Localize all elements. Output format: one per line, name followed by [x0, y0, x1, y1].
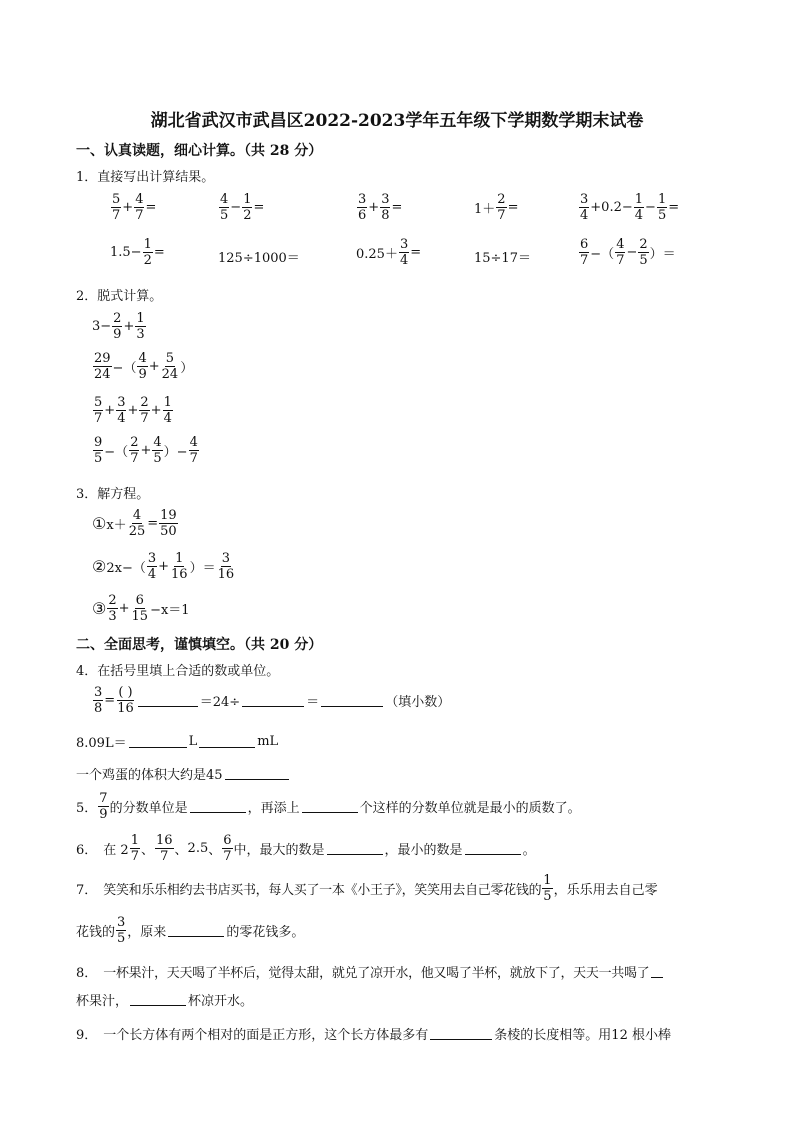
- circle-three: ③: [92, 599, 107, 618]
- question-8-line-2: 杯果汁， 杯凉开水。: [76, 994, 254, 1009]
- calc-item: $\frac{9}{5}$ −（ $\frac{2}{7}$ + $\frac{4}{5}$ ）− $\frac{4}{7}$: [94, 435, 198, 466]
- question-5: 5． $\frac{7}{9}$ 的分数单位是 ，再添上 个这样的分数单位就是最小的质数了。: [76, 791, 581, 822]
- question-7-line-2: 花钱的 $\frac{3}{5}$ ，原来 的零花钱多。: [76, 915, 305, 946]
- question-7-line-1: 7． 笑笑和乐乐相约去书店买书，每人买了一本《小王子》，笑笑用去自己零花钱的 $\frac{1}{5}$ ，乐乐用去自己零: [76, 873, 658, 904]
- calc-item: 1.5− $\frac{1}{2}$ =: [110, 237, 165, 268]
- question-4-line-3: 一个鸡蛋的体积大约是45: [76, 764, 291, 783]
- blank-numerator: ( ): [118, 685, 133, 700]
- calc-item: $\frac{6}{7}$ −（ $\frac{4}{7}$ − $\frac{2}{5}$ ）＝: [580, 237, 676, 268]
- question-2-label: 2．脱式计算。: [76, 289, 163, 304]
- answer-blank[interactable]: [190, 800, 246, 813]
- question-8-line-1: 8． 一杯果汁，天天喝了半杯后，觉得太甜，就兑了凉开水，他又喝了半杯，就放下了，天天一共喝了: [76, 962, 665, 981]
- answer-blank[interactable]: [302, 800, 358, 813]
- answer-blank[interactable]: [130, 993, 186, 1006]
- section-2-heading: 二、全面思考，谨慎填空。（共 20 分）: [76, 637, 323, 653]
- question-1-label: 1．直接写出计算结果。: [76, 170, 215, 185]
- answer-blank[interactable]: [430, 1027, 492, 1040]
- answer-blank[interactable]: [138, 694, 198, 707]
- equation-item: ① x＋ $\frac{4}{25}$ = $\frac{19}{50}$: [92, 508, 177, 539]
- equation-item: ② 2x−（ $\frac{3}{4}$ + $\frac{1}{16}$ ）＝ $\frac{3}{16}$: [92, 551, 235, 582]
- question-4-label: 4．在括号里填上合适的数或单位。: [76, 664, 280, 679]
- circle-one: ①: [92, 514, 107, 533]
- answer-blank[interactable]: [129, 735, 187, 748]
- question-3-label: 3．解方程。: [76, 487, 150, 502]
- calc-item: $\frac{29}{24}$ −（ $\frac{4}{9}$ + $\frac{5}{24}$ ）: [94, 351, 194, 382]
- calc-item: 1＋ $\frac{2}{7}$ =: [474, 192, 519, 223]
- equation-item: ③ $\frac{2}{3}$ + $\frac{6}{15}$ −x＝1: [92, 593, 190, 624]
- answer-blank[interactable]: [168, 924, 224, 937]
- answer-blank[interactable]: [199, 735, 255, 748]
- answer-blank[interactable]: [225, 767, 289, 780]
- calc-item: $\frac{5}{7}$ + $\frac{3}{4}$ + $\frac{2}{7}$ + $\frac{1}{4}$: [94, 395, 172, 426]
- answer-blank[interactable]: [465, 842, 521, 855]
- circle-two: ②: [92, 557, 107, 576]
- calc-item: 15÷17＝: [474, 251, 531, 266]
- calc-item: $\frac{3}{4}$ +0.2− $\frac{1}{4}$ − $\frac{1}{5}$ =: [580, 192, 680, 223]
- calc-item: 3− $\frac{2}{9}$ + $\frac{1}{3}$: [92, 311, 145, 342]
- answer-blank[interactable]: [327, 842, 383, 855]
- page-title: 湖北省武汉市武昌区2022-2023学年五年级下学期数学期末试卷: [150, 111, 644, 131]
- question-4-line-1: $\frac{3}{8}$ = $\frac{( )}{16}$ ＝24÷ ＝ （填小数）: [94, 685, 451, 716]
- calc-item: $\frac{5}{7}$ + $\frac{4}{7}$ =: [112, 192, 157, 223]
- question-4-line-2: 8.09L＝ L mL: [76, 734, 279, 751]
- question-9: 9． 一个长方体有两个相对的面是正方形，这个长方体最多有 条棱的长度相等。用12 根小棒: [76, 1028, 671, 1043]
- calc-item: $\frac{4}{5}$ − $\frac{1}{2}$ =: [220, 192, 265, 223]
- answer-blank[interactable]: [321, 694, 383, 707]
- calc-item: 0.25＋ $\frac{3}{4}$ =: [356, 237, 422, 268]
- answer-blank[interactable]: [242, 694, 304, 707]
- calc-item: $\frac{3}{6}$ + $\frac{3}{8}$ =: [358, 192, 403, 223]
- calc-item: 125÷1000＝: [218, 251, 300, 266]
- question-6: 6． 在 2 $\frac{1}{7}$ 、 $\frac{16}{7}$ 、 2.5 、 $\frac{6}{7}$ 中，最大的数是 ，最小的数是 。: [76, 833, 536, 864]
- answer-blank[interactable]: [651, 965, 663, 978]
- section-1-heading: 一、认真读题，细心计算。（共 28 分）: [76, 143, 323, 159]
